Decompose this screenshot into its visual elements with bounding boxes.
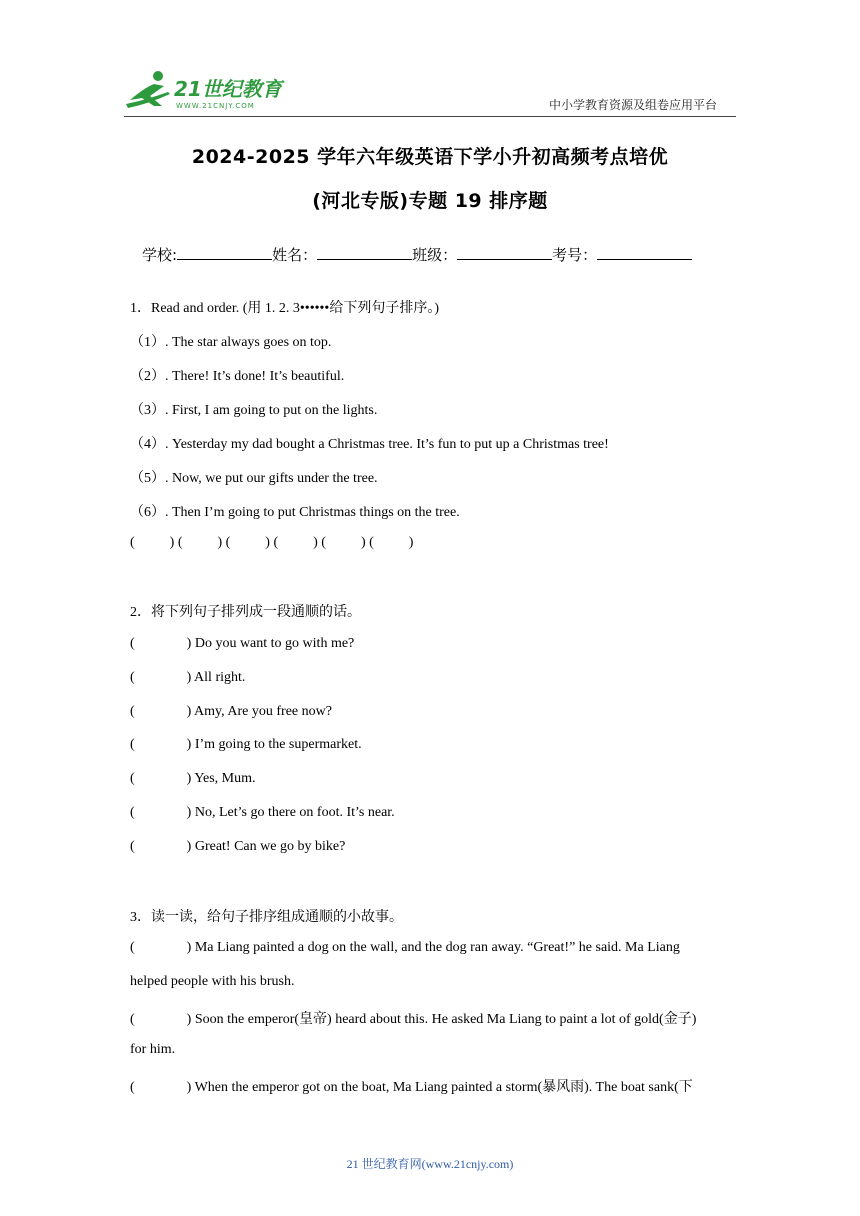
q3-item: [130, 940, 680, 956]
q2-item: [130, 771, 256, 787]
q2-item: [130, 670, 245, 686]
q1-item: （2）. There! It’s done! It’s beautiful.: [130, 369, 345, 384]
logo-text: 21世纪教育: [174, 77, 282, 101]
school-label: 学校:: [142, 246, 178, 264]
number-label: 考号：: [552, 246, 598, 264]
page-subtitle: (河北专版)专题 19 排序题: [312, 190, 548, 212]
q1-item: （4）. Yesterday my dad bought a Christmas tree. It’s fun to put up a Christmas tree!: [130, 437, 609, 452]
q3-item-continued: helped people with his brush.: [130, 974, 295, 989]
q2-item: [130, 805, 395, 821]
answer-paren[interactable]: (: [130, 737, 135, 752]
page-title: 2024-2025 学年六年级英语下学小升初高频考点培优: [191, 146, 669, 168]
q1-item: （1）. The star always goes on top.: [130, 335, 332, 350]
question-3-prompt: 3．读一读，给句子排序组成通顺的小故事。: [130, 910, 403, 925]
header-divider: [124, 116, 736, 117]
question-2-prompt: 2．将下列句子排列成一段通顺的话。: [130, 605, 361, 620]
school-blank[interactable]: [177, 245, 272, 260]
answer-paren[interactable]: (: [130, 704, 135, 719]
q3-item-text: ) When the emperor got on the boat, Ma Liang painted a storm(暴风雨). The boat sank(下: [186, 1080, 693, 1095]
answer-paren[interactable]: (: [130, 771, 135, 786]
site-logo: [124, 70, 294, 112]
q2-item: [130, 839, 345, 855]
q2-item-text: ) Do you want to go with me?: [186, 636, 355, 651]
class-blank[interactable]: [457, 245, 552, 260]
q1-answer-row[interactable]: ( ) ( ) ( ) ( ) ( ) ( ): [130, 535, 414, 550]
q2-item-text: ) Great! Can we go by bike?: [186, 839, 346, 854]
platform-name: 中小学教育资源及组卷应用平台: [549, 98, 718, 112]
q3-item: [130, 1076, 693, 1096]
q2-item: [130, 636, 354, 652]
answer-paren[interactable]: (: [130, 670, 135, 685]
answer-paren[interactable]: (: [130, 940, 135, 955]
class-label: 班级：: [412, 246, 458, 264]
footer-link[interactable]: 21 世纪教育网(www.21cnjy.com): [346, 1157, 514, 1171]
name-label: 姓名：: [272, 246, 318, 264]
answer-paren[interactable]: (: [130, 1012, 135, 1027]
q1-item: （5）. Now, we put our gifts under the tree.: [130, 471, 378, 486]
student-info-row: [142, 244, 692, 265]
q2-item-text: ) Amy, Are you free now?: [186, 704, 332, 719]
answer-paren[interactable]: (: [130, 636, 135, 651]
q1-item: （6）. Then I’m going to put Christmas things on the tree.: [130, 505, 460, 520]
q3-item-continued: for him.: [130, 1042, 176, 1057]
q3-item: [130, 1008, 696, 1028]
q3-item-text: ) Soon the emperor(皇帝) heard about this. He asked Ma Liang to paint a lot of gold(金子): [186, 1012, 697, 1027]
answer-paren[interactable]: (: [130, 839, 135, 854]
answer-paren[interactable]: (: [130, 805, 135, 820]
logo-url: WWW.21CNJY.COM: [176, 102, 255, 110]
number-blank[interactable]: [597, 245, 692, 260]
q2-item: [130, 737, 362, 753]
q2-item-text: ) All right.: [186, 670, 246, 685]
q2-item-text: ) Yes, Mum.: [186, 771, 256, 786]
question-1-prompt: 1．Read and order. (用 1. 2. 3••••••给下列句子排序。): [130, 301, 439, 316]
q2-item: [130, 704, 332, 720]
name-blank[interactable]: [317, 245, 412, 260]
q3-item-text: ) Ma Liang painted a dog on the wall, and the dog ran away. “Great!” he said. Ma Liang: [186, 940, 680, 955]
q2-item-text: ) No, Let’s go there on foot. It’s near.: [186, 805, 395, 820]
answer-paren[interactable]: (: [130, 1080, 135, 1095]
q1-item: （3）. First, I am going to put on the lights.: [130, 403, 378, 418]
q2-item-text: ) I’m going to the supermarket.: [186, 737, 362, 752]
